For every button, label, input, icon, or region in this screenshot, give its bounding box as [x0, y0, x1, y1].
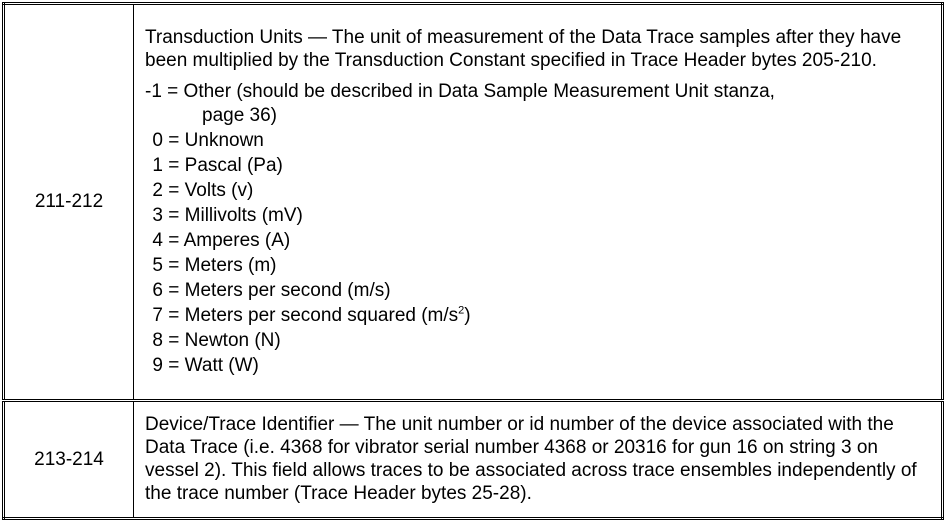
code-item: [145, 203, 935, 228]
code-other-line2: page 36): [202, 104, 278, 126]
code-number: 1: [152, 154, 163, 176]
field-description: Transduction Units — The unit of measurement of the Data Trace samples after they have been multiplied by the Transduction Constant specified in Trace Header bytes 205-210.: [145, 26, 902, 71]
code-number: 6: [152, 279, 163, 301]
code-text: = Watt (W): [168, 354, 259, 376]
code-item: [145, 353, 935, 378]
code-text: = Millivolts (mV): [168, 204, 303, 226]
code-item: [145, 153, 935, 178]
code-text: = Newton (N): [168, 329, 281, 351]
code-text: = Meters per second squared (m/s: [168, 304, 459, 326]
superscript: 2: [458, 304, 465, 317]
table-row: [4, 4, 943, 401]
code-item-other: [145, 80, 935, 128]
code-text: = Meters per second (m/s): [168, 279, 391, 301]
code-number: 8: [152, 329, 163, 351]
byte-range: 211-212: [34, 191, 104, 212]
code-item: [145, 178, 935, 203]
code-text-suffix: ): [464, 304, 471, 326]
code-number: 2: [152, 179, 163, 201]
code-text: = Meters (m): [168, 254, 277, 276]
table-row: [4, 401, 943, 519]
code-text: = Volts (v): [168, 179, 254, 201]
code-item: [145, 228, 935, 253]
code-number: 0: [152, 129, 163, 151]
description-cell: [134, 401, 943, 519]
byte-range-cell: [4, 4, 134, 401]
code-number: 4: [152, 229, 163, 251]
byte-range-cell: [4, 401, 134, 519]
code-other-line1: -1 = Other (should be described in Data Sample Measurement Unit stanza,: [145, 80, 775, 102]
code-item: [145, 253, 935, 278]
field-description: Device/Trace Identifier — The unit number or id number of the device associated with the Data Trace (i.e. 4368 for vibrator serial number 4368 or 20316 for gun 16 on string 3 on vessel 2). This field allows traces to be associated across trace ensembles independently of the trace number (Trace Header bytes 25-28).: [145, 414, 917, 504]
byte-range: 213-214: [34, 448, 104, 470]
code-item: [145, 278, 935, 303]
code-list: [145, 128, 935, 378]
trace-header-table: [2, 2, 944, 520]
code-text: = Amperes (A): [168, 229, 291, 251]
code-number: 9: [152, 354, 163, 376]
code-number: 5: [152, 254, 163, 276]
code-number: 7: [152, 304, 163, 326]
code-text: = Unknown: [168, 129, 264, 151]
code-text: = Pascal (Pa): [168, 154, 283, 176]
description-cell: [134, 4, 943, 401]
code-list-block: [145, 80, 935, 378]
code-item: [145, 328, 935, 353]
code-item: [145, 128, 935, 153]
code-number: 3: [152, 204, 163, 226]
code-item: [145, 303, 935, 328]
